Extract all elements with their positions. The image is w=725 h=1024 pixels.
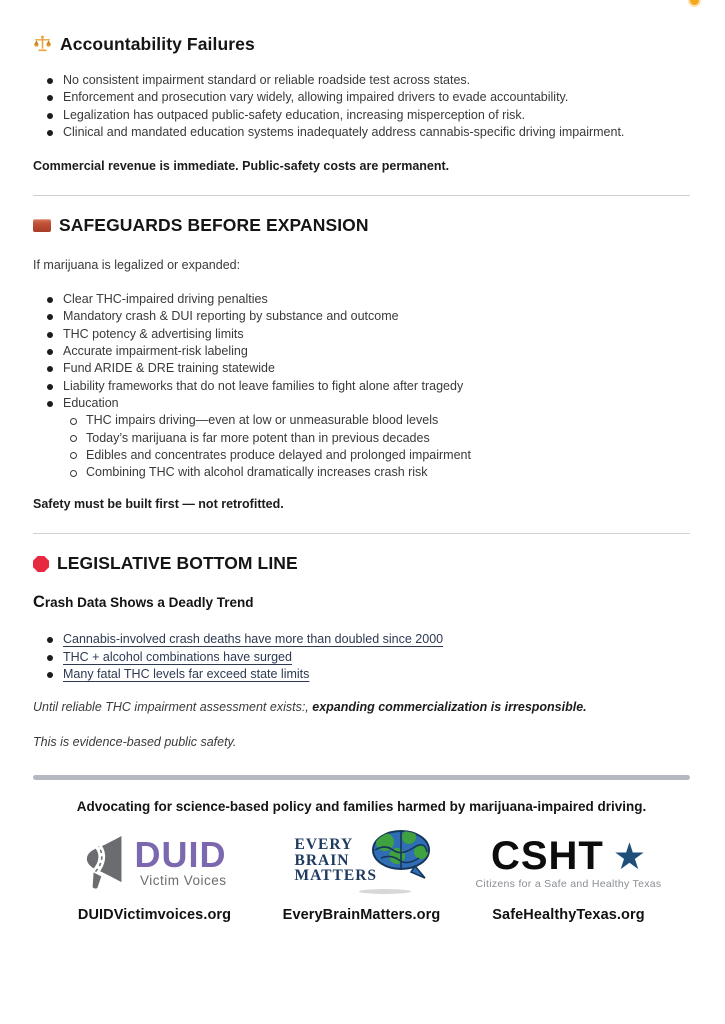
advocacy-tagline: Advocating for science-based policy and families harmed by marijuana-impaired driving. [76,799,647,815]
safeguards-conclusion: Safety must be built first — not retrofitted. [33,497,284,512]
crash-data-links-list [33,631,690,683]
sub-list-item [33,464,690,481]
sun-icon [690,0,699,5]
csht-subtitle: Citizens for a Safe and Healthy Texas [475,878,662,891]
ebm-line-matters: MATTERS [294,867,378,885]
list-item [33,291,690,308]
list-item [33,649,690,666]
list-item [33,89,690,106]
list-item [33,107,690,124]
safeguards-intro: If marijuana is legalized or expanded: [33,258,241,273]
list-item-text: Fund ARIDE & DRE training statewide [63,361,275,376]
ebm-line-every: EVERY [294,836,354,854]
list-item-text: Education [63,395,119,410]
evidence-note-text: This is evidence-based public safety. [33,735,237,750]
list-item [33,343,690,360]
safeguards-list [33,291,690,412]
ebm-line-brain: BRAIN [294,851,350,869]
fatal-thc-levels-link[interactable]: Many fatal THC levels far exceed state limits [63,667,310,682]
list-item-text: No consistent impairment standard or reliable roadside test across states. [63,73,471,87]
sub-list-item-text: THC impairs driving—even at low or unmeasurable blood levels [86,413,439,428]
crash-data-subheading: Crash Data Shows a Deadly Trend [33,593,254,612]
sub-list-item-text: Combining THC with alcohol dramatically increases crash risk [86,465,428,480]
csht-url: SafeHealthyTexas.org [492,907,645,924]
list-item-text: THC potency & advertising limits [63,326,244,341]
duid-subtitle: Victim Voices [139,873,227,889]
duid-url: DUIDVictimvoices.org [77,907,232,924]
sub-list-item [33,447,690,464]
list-item-text: Accurate impairment-risk labeling [63,344,248,359]
education-sublist [33,412,690,481]
ebm-logo [287,827,437,899]
thc-alcohol-link[interactable]: THC + alcohol combinations have surged [63,649,292,664]
megaphone-icon [83,833,133,894]
accountability-title: Accountability Failures [60,34,255,54]
accountability-list [33,72,690,141]
safeguards-title: SAFEGUARDS BEFORE EXPANSION [59,215,369,236]
sub-list-item [33,412,690,429]
duid-wordmark: DUID [134,834,227,876]
ebm-shadow [359,889,411,894]
legislative-title: LEGISLATIVE BOTTOM LINE [57,553,298,574]
duid-column [51,827,258,923]
csht-column [465,827,672,923]
ebm-url: EveryBrainMatters.org [282,907,441,924]
list-item [33,124,690,141]
sub-list-item [33,430,690,447]
csht-wordmark: CSHT [490,834,604,879]
crash-deaths-link[interactable]: Cannabis-involved crash deaths have more than doubled since 2000 [63,632,444,647]
duid-logo [83,827,227,899]
closing-bold-text: expanding commercialization is irresponsible. [312,700,587,715]
csht-logo [475,827,661,899]
list-item [33,631,690,648]
footer-divider [33,775,690,780]
list-item [33,378,690,395]
list-item [33,308,690,325]
list-item [33,395,690,412]
list-item-text: Enforcement and prosecution vary widely, allowing impaired drivers to evade accountability. [63,90,569,105]
list-item-text: Mandatory crash & DUI reporting by substance and outcome [63,309,399,324]
list-item-text: Liability frameworks that do not leave families to fight alone after tragedy [63,378,464,393]
list-item [33,360,690,377]
section-divider [33,533,690,534]
safeguards-heading [33,215,690,236]
list-item [33,326,690,343]
legislative-heading [33,553,690,574]
accountability-conclusion: Commercial revenue is immediate. Public-safety costs are permanent. [33,159,450,174]
closing-italic-text: Until reliable THC impairment assessment exists:, [33,700,313,715]
evidence-note [33,734,690,751]
star-icon: ★ [612,835,647,877]
brick-icon [33,219,51,232]
accountability-heading [33,34,690,55]
sub-list-item-text: Today’s marijuana is far more potent than in previous decades [86,430,430,445]
list-item [33,666,690,683]
list-item-text: Legalization has outpaced public-safety education, increasing misperception of risk. [63,107,526,122]
stop-octagon-icon [33,556,49,572]
earth-brain-icon [365,828,435,891]
legislative-closing [33,699,690,716]
list-item [33,72,690,89]
section-divider [33,195,690,196]
list-item-text: Clear THC-impaired driving penalties [63,292,268,307]
list-item-text: Clinical and mandated education systems inadequately address cannabis-specific driving impairment. [63,124,625,139]
ebm-column [258,827,465,923]
sub-list-item-text: Edibles and concentrates produce delayed and prolonged impairment [86,447,471,462]
scales-of-justice-icon [33,35,52,54]
